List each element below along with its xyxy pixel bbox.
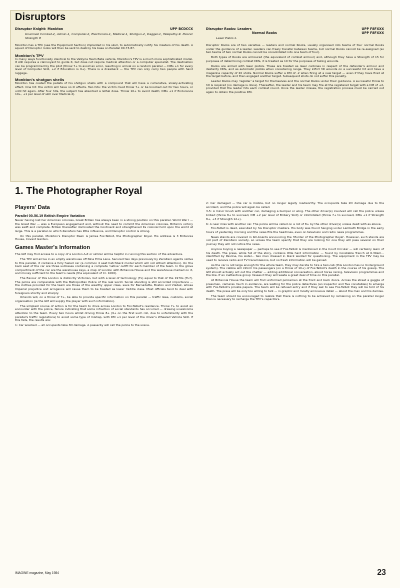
- rooks-normal-name: Normal Rooks: [252, 31, 277, 36]
- monkton-shotgun-heading: Monkton's shotgun shells: [15, 77, 65, 83]
- monkton-paragraph-1: Monkton has a TPC (see the Equipment Section) implanted in his skull, to automatically notify his masters of his death. A squad of Disruptor rooks will then be sent to destroy his base on Parallel 00-73-87.: [15, 42, 193, 51]
- left-paragraph-6: Orlando will, on a throw of 7+, be able to provide specific information on this parallel — traffic laws, customs, social organisation (ie the GM will supply the player with such information).: [15, 295, 193, 303]
- players-data-heading: Players' Data: [15, 205, 50, 211]
- page-footer: [0, 569, 400, 579]
- left-paragraph-7: The simplest course of action is for the team to drive across London to Fox-Talbot's residence. Throw 7+ to avoid an encounter with the police, failure indicating that some infraction of social standards has occurred — drawing unwelcome attention to the team. Every two hours whilst driving throw 8+ (9+ on the first such roll, due to unfamiliarity with the parallel's traffic regulations) to avoid some type of mishap, with DM +1 per level of the driver's Wheeled Vehicle Skill. If this fails, the results are:: [15, 303, 193, 323]
- disruptors-right-column: [206, 27, 384, 96]
- rooks-skills: Laser Pistol-1.: [216, 36, 238, 41]
- monkton-tpv-heading: Monkton's TPV: [15, 52, 44, 58]
- gm-info-heading: Games Master's Information: [15, 244, 91, 251]
- rooks-paragraph-1: Disruptor Rooks are of two varieties — leaders and normal Rooks, usually organised into teams of four normal Rooks under the guidance of a leader. Leaders can freely transfer between teams, but normal Rooks cannot be re-assigned (so two teams of two normal Rooks cannot be consolidated into one team of four).: [206, 43, 384, 55]
- left-paragraph-2: On this parallel, Monkton's Disruptor Pawn is James Fox-Talbot, the Photographer Royal. His address is 3 Britannia House, Covent Garden.: [15, 233, 193, 242]
- disruptors-left-column: [15, 27, 193, 98]
- right-paragraph-8: At Britannia House the team will find uniformed policemen at the front and back doors. Across the street a gaggle of pressmen, cameras much in evidence, are waiting for the police detectives (an inspector and five constables) to emerge with Fox-Talbot's private papers. The team will be refused entry and if they ask to see Fox-Talbot they will be told of his death. The press will be only too willing to talk — in graphic and mostly erroneous detail — about the man and his demise.: [206, 278, 384, 293]
- monkton-upp: UPP BCDCCX: [170, 27, 193, 31]
- monkton-name: Disruptor Knight: Monkton: [15, 27, 64, 31]
- right-paragraph-7: As the car is not large enough for the whole team, they may decide to hire a taxi-cab (this London has no Underground system). The cabbie will inform his passengers (on a throw of 10+) of Fox-Talbot's death in the course of his gossip. The GM should actually act out the chatter — adding additional conversation, about horse racing, television programmes and the like. If an inattentive group misses it they will waste a great deal of time on this parallel.: [206, 262, 384, 278]
- rooks-leaders-upp: UPP F8FXXX: [361, 27, 384, 31]
- right-paragraph-4: Fox-Talbot is dead, executed by his Disruptor masters. His body was found hanging under Lambeth Bridge in the early hours of yesterday morning and the news fills the headlines, even on television and radio news programmes.: [206, 226, 384, 234]
- monkton-skills: Unarmed Combat-2, Admin-1, Computer-2, Electronics-1, Medical-1, Shotgun-2, Dagger-1, Telepathy-9. Psionic Strength 8: [25, 32, 193, 40]
- right-paragraph-1: 2: Car damaged — the car is mobile, but no longer legally roadworthy. The occupants take 2D damage due to the accident, and the police will again be called.: [206, 201, 384, 209]
- disruptors-title: Disruptors: [15, 12, 66, 23]
- footer-magazine: IMAGINE magazine, May 1984: [15, 571, 59, 575]
- right-column: [206, 202, 384, 303]
- left-paragraph-3: The GM may find access to a copy of a London A-Z or similar will be helpful in running this section of the adventure.: [15, 252, 184, 257]
- left-paragraph-1: Never having lost her American colonies, Great Britain has always been in a strong position on this parallel. World War I — the Great War — was a European engagement and, without the need to commit the American colonies, Britain's victory was swift and complete. Britain thereafter dominated the Continent and strengthened its colonial hold upon the world at large. This is a parallel on which ZeroZero has little influence, and Disruptor control is strong.: [15, 218, 193, 233]
- rooks-paragraph-2: Both types of Rooks are armoured (the equivalent of combat armour) and, although they have a Strength of 15 for purposes of determining combat DMs, it is treated as 10 for the purposes of taking wounds.: [206, 55, 384, 63]
- right-paragraph-3: 6: A near miss with another car. The police will be called on a roll of 8+ by the other driver(s) unless dealt with as above.: [206, 221, 382, 226]
- right-paragraph-6: Anyone buying a newspaper — perhaps to see if Fox-Talbot is mentioned in the Court Circular — will certainly learn of his death. The press, while full of the story, contains little hard information — found by Constable Trench at 6.30am... identified by Pauline, his sister... two men dressed in black wanted for questioning. The equipment in the TPV may be used to receive radio and TV transmissions, but no fresh information will be gained.: [206, 246, 384, 262]
- rooks-paragraph-4: Leader Rooks may 'register' a target for themselves and the normal Rooks under their guidance. A successful throw to hit is required (no damage is done). Thereafter, the leader and his team may fire at the registered target with a DM of +2, provided that the leader hits each combat round. Once the leader misses, the registration process must be carried out again to obtain the positive DM.: [206, 79, 384, 94]
- page-number: 23: [377, 568, 386, 577]
- rooks-normal-upp: UPP F8FXXX: [361, 31, 384, 36]
- rooks-leaders-name: Disruptor Rooks: Leaders: [206, 27, 252, 31]
- left-paragraph-5: The flavour of this London is distinctly Victorian, but with a level of technology (TL) equal to that of the 1970s (TL7). The police are comparable with the Metropolitan Police of the real world. Social standing is still accorded importance — the clothes provided for the team are those of the wealthy upper class, save for Bernadette, Boston and Vladek, whose Imperial prejudice and arrogance will cause them to be treated as lower middle class. Most officials tend to deal with foreigners shortly and sharply.: [15, 276, 193, 295]
- right-paragraph-2: 3-5: A minor brush with another car, damaging a bumper or wing. The other driver(s) involved will call the police unless bribed (throw 8+ to succeed, DM +2 per level of Bribery Skill) or intimidated (throw 7+ to succeed, DMs +1 if Strength 8+, +3 if Strength 12+).: [206, 209, 384, 221]
- rooks-paragraph-3: Rooks are armed with laser pistols. These are treated as laser carbines in respect of the defender's armour and dexterity DMs, and as automatic pistols when considering range. They inflict 3D wounds on a successful hit and have a magazine capacity of 20 shots. Normal Rooks suffer a DM of -2 when firing at a new target — even if they have fired at the target before, and then engaged another target. Subsequent shots do not suffer this penalty.: [206, 63, 384, 79]
- monkton-paragraph-2: In many ways functionally identical to the Valkyrie Team Beta vehicle, Monkton's TPV is a much more sophisticated model. It still requires a clairvoyant to guide it, but does not require medical attention or a computer specialist. The destination can be programmed by the pilot (throw 7+ to avoid an error, resulting in arrival on a random parallel — DMs +1 for every level of Computer Skill, +2 if Education is 9+). There is a drawback — the TPV can only carry two people with hand luggage.: [15, 56, 193, 75]
- monkton-paragraph-3: Monkton has coated the pellets of his shotgun shells with a compound that will have a cumulative, slowly-activating effect. One hit: the victim will have no ill effects. Two hits: the victim must throw 7+ or be knocked out for two hours, or until hit again. After four hits, the subject has absorbed a lethal dose. Throw 10+ to avoid death; DMs +1 if Endurance 10+, +1 per level of skill over Medical-2).: [15, 81, 193, 97]
- left-column: [15, 202, 193, 329]
- left-paragraph-4: The TPV will arrive in an empty warehouse off Nine Elms Lane. Secured two days previously by ZeroZero agents native to this parallel, it contains a fully fueled car (a common 4 seat hatchback model which will not attract attention). On the back seat of the car are three suitcases containing a complete 'native' outfit for each member of the team. In the glove compartment of the car are the warehouse keys, a map of London with Britannia House and the warehouse marked on it, and money sufficient to the team's needs (the equivalent of Cr. 1000).: [15, 257, 193, 276]
- section-heading: 1. The Photographer Royal: [15, 186, 143, 197]
- parallel-heading: Parallel 00-56-19 British Empire Variation: [15, 213, 85, 218]
- right-paragraph-9: The team should be encouraged to realize that there is nothing to be achieved by remaining on the parallel longer than is necessary to recharge the TPV's capacitors.: [206, 293, 384, 302]
- rooks-normal-row: [206, 31, 384, 35]
- right-paragraph-5: News stands are covered in bill-boards announcing the 'Murder of the Photographer Royal'. However, such stands are not part of ZeroZero society, so unless the team specify that they are looking for one they will pass several on their journey they will not notice the news.: [206, 234, 384, 247]
- monkton-stat-row: [15, 27, 193, 31]
- left-paragraph-8: 1: Car wrecked — all occupants take 3D damage. A passerby will call the police to the scene.: [15, 323, 150, 328]
